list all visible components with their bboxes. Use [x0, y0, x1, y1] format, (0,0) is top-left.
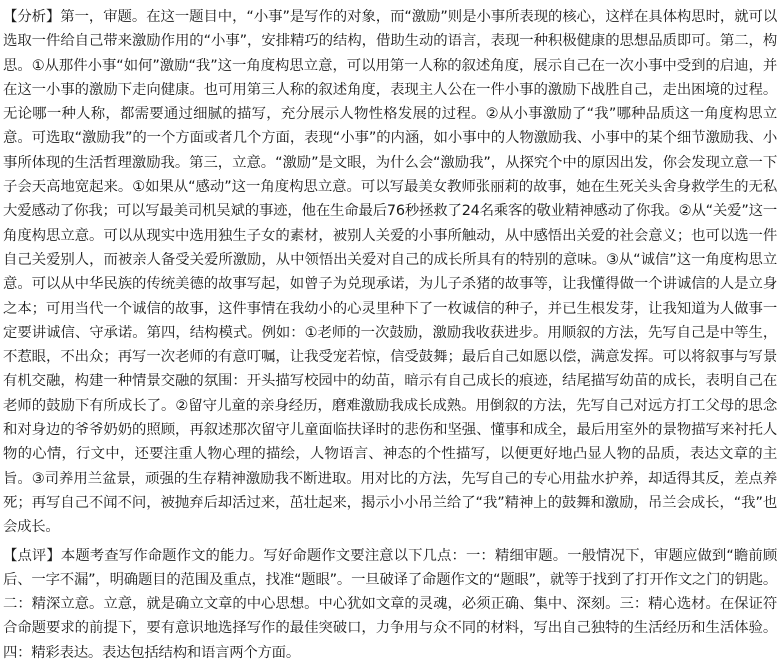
review-tag: 【点评】: [3, 547, 61, 564]
analysis-paragraph: [3, 5, 777, 540]
review-text: 本题考查写作命题作文的能力。写好命题作文要注意以下几点：一：精细审题。一般情况下，审题应做到“瞻前顾后、一字不漏”，明确题目的范围及重点，找准“题眼”。一旦破译了命题作文的“题眼”，就等于找到了打开作文之门的钥匙。二：精深立意。立意，就是确立文章的中心思想。中心犹如文章的灵魂，必须正确、集中、深刻。三：精心选材。在保证符合命题要求的前提下，要有意识地选择写作的最佳突破口，力争用与众不同的材料，写出自己独特的生活经历和生活体验。四：精彩表达。表达包括结构和语言两个方面。: [3, 547, 777, 661]
review-paragraph: [3, 544, 777, 665]
analysis-text: 第一，审题。在这一题目中，“小事”是写作的对象，而“激励”则是小事所表现的核心，这样在具体构思时，就可以选取一件给自己带来激励作用的“小事”，安排精巧的结构，借助生动的语言，表现一种积极健康的思想品质即可。第二，构思。①从那件小事“如何”激励“我”这一角度构思立意，可以用第一人称的叙述角度，展示自己在一次小事中受到的启迪，并在这一小事的激励下走向健康。也可用第三人称的叙述角度，表现主人公在一件小事的激励下战胜自己，走出困境的过程。无论哪一种人称，都需要通过细腻的描写，充分展示人物性格发展的过程。②从小事激励了“我”哪种品质这一角度构思立意。可选取“激励我”的一个方面或者几个方面，表现“小事”的内涵，如小事中的人物激励我、小事中的某个细节激励我、小事所体现的生活哲理激励我。第三，立意。“激励”是文眼，为什么会“激励我”，从探究个中的原因出发，你会发现立意一下子会天高地宽起来。①如果从“感动”这一角度构思立意。可以写最美女教师张丽莉的故事，她在生死关头舍身救学生的无私大爱感动了你我；可以写最美司机吴斌的事迹，他在生命最后76秒拯救了24名乘客的敬业精神感动了你我。②从“关爱”这一角度构思立意。可以从现实中选用独生子女的素材，被别人关爱的小事所触动，从中感悟出关爱的社会意义；也可以选一件自己关爱别人，而被亲人备受关爱所激励，从中领悟出关爱对自己的成长所具有的特别的意味。③从“诚信”这一角度构思立意。可以从中华民族的传统美德的故事写起，如曾子为兑现承诺，为儿子杀猪的故事等，让我懂得做一个讲诚信的人是立身之本；可用当代一个诚信的故事，这件事情在我幼小的心灵里种下了一枚诚信的种子，并已生根发芽，让我知道为人做事一定要讲诚信、守承诺。第四，结构模式。例如：①老师的一次鼓励，激励我收获进步。用顺叙的方法，先写自己是中等生，不惹眼，不出众；再写一次老师的有意叮嘱，让我受宠若惊，信受鼓舞；最后自己如愿以偿，满意发挥。可以将叙事与写景有机交融，构建一种情景交融的氛围：开头描写校园中的幼苗，暗示有自己成长的痕迹，结尾描写幼苗的成长，表明自己在老师的鼓励下有所成长了。②留守儿童的亲身经历，磨难激励我成长成熟。用倒叙的方法，先写自己对远方打工父母的思念和对身边的爷爷奶奶的照顾，再叙述那次留守儿童面临扶译时的悲伤和坚强、懂事和成全，最后用室外的景物描写来衬托人物的心情，行文中，还要注重人物心理的描绘，人物语言、神态的个性描写，以便更好地凸显人物的品质，表达文章的主旨。③司养用兰盆景，顽强的生存精神激励我不断进取。用对比的方法，先写自己的专心用盐水护养，却适得其反，差点养死；再写自己不闻不问，被抛弃后却活过来，茁壮起来，揭示小小吊兰给了“我”精神上的鼓舞和激励，吊兰会成长，“我”也会成长。: [3, 9, 777, 536]
analysis-tag: 【分析】: [3, 9, 61, 25]
